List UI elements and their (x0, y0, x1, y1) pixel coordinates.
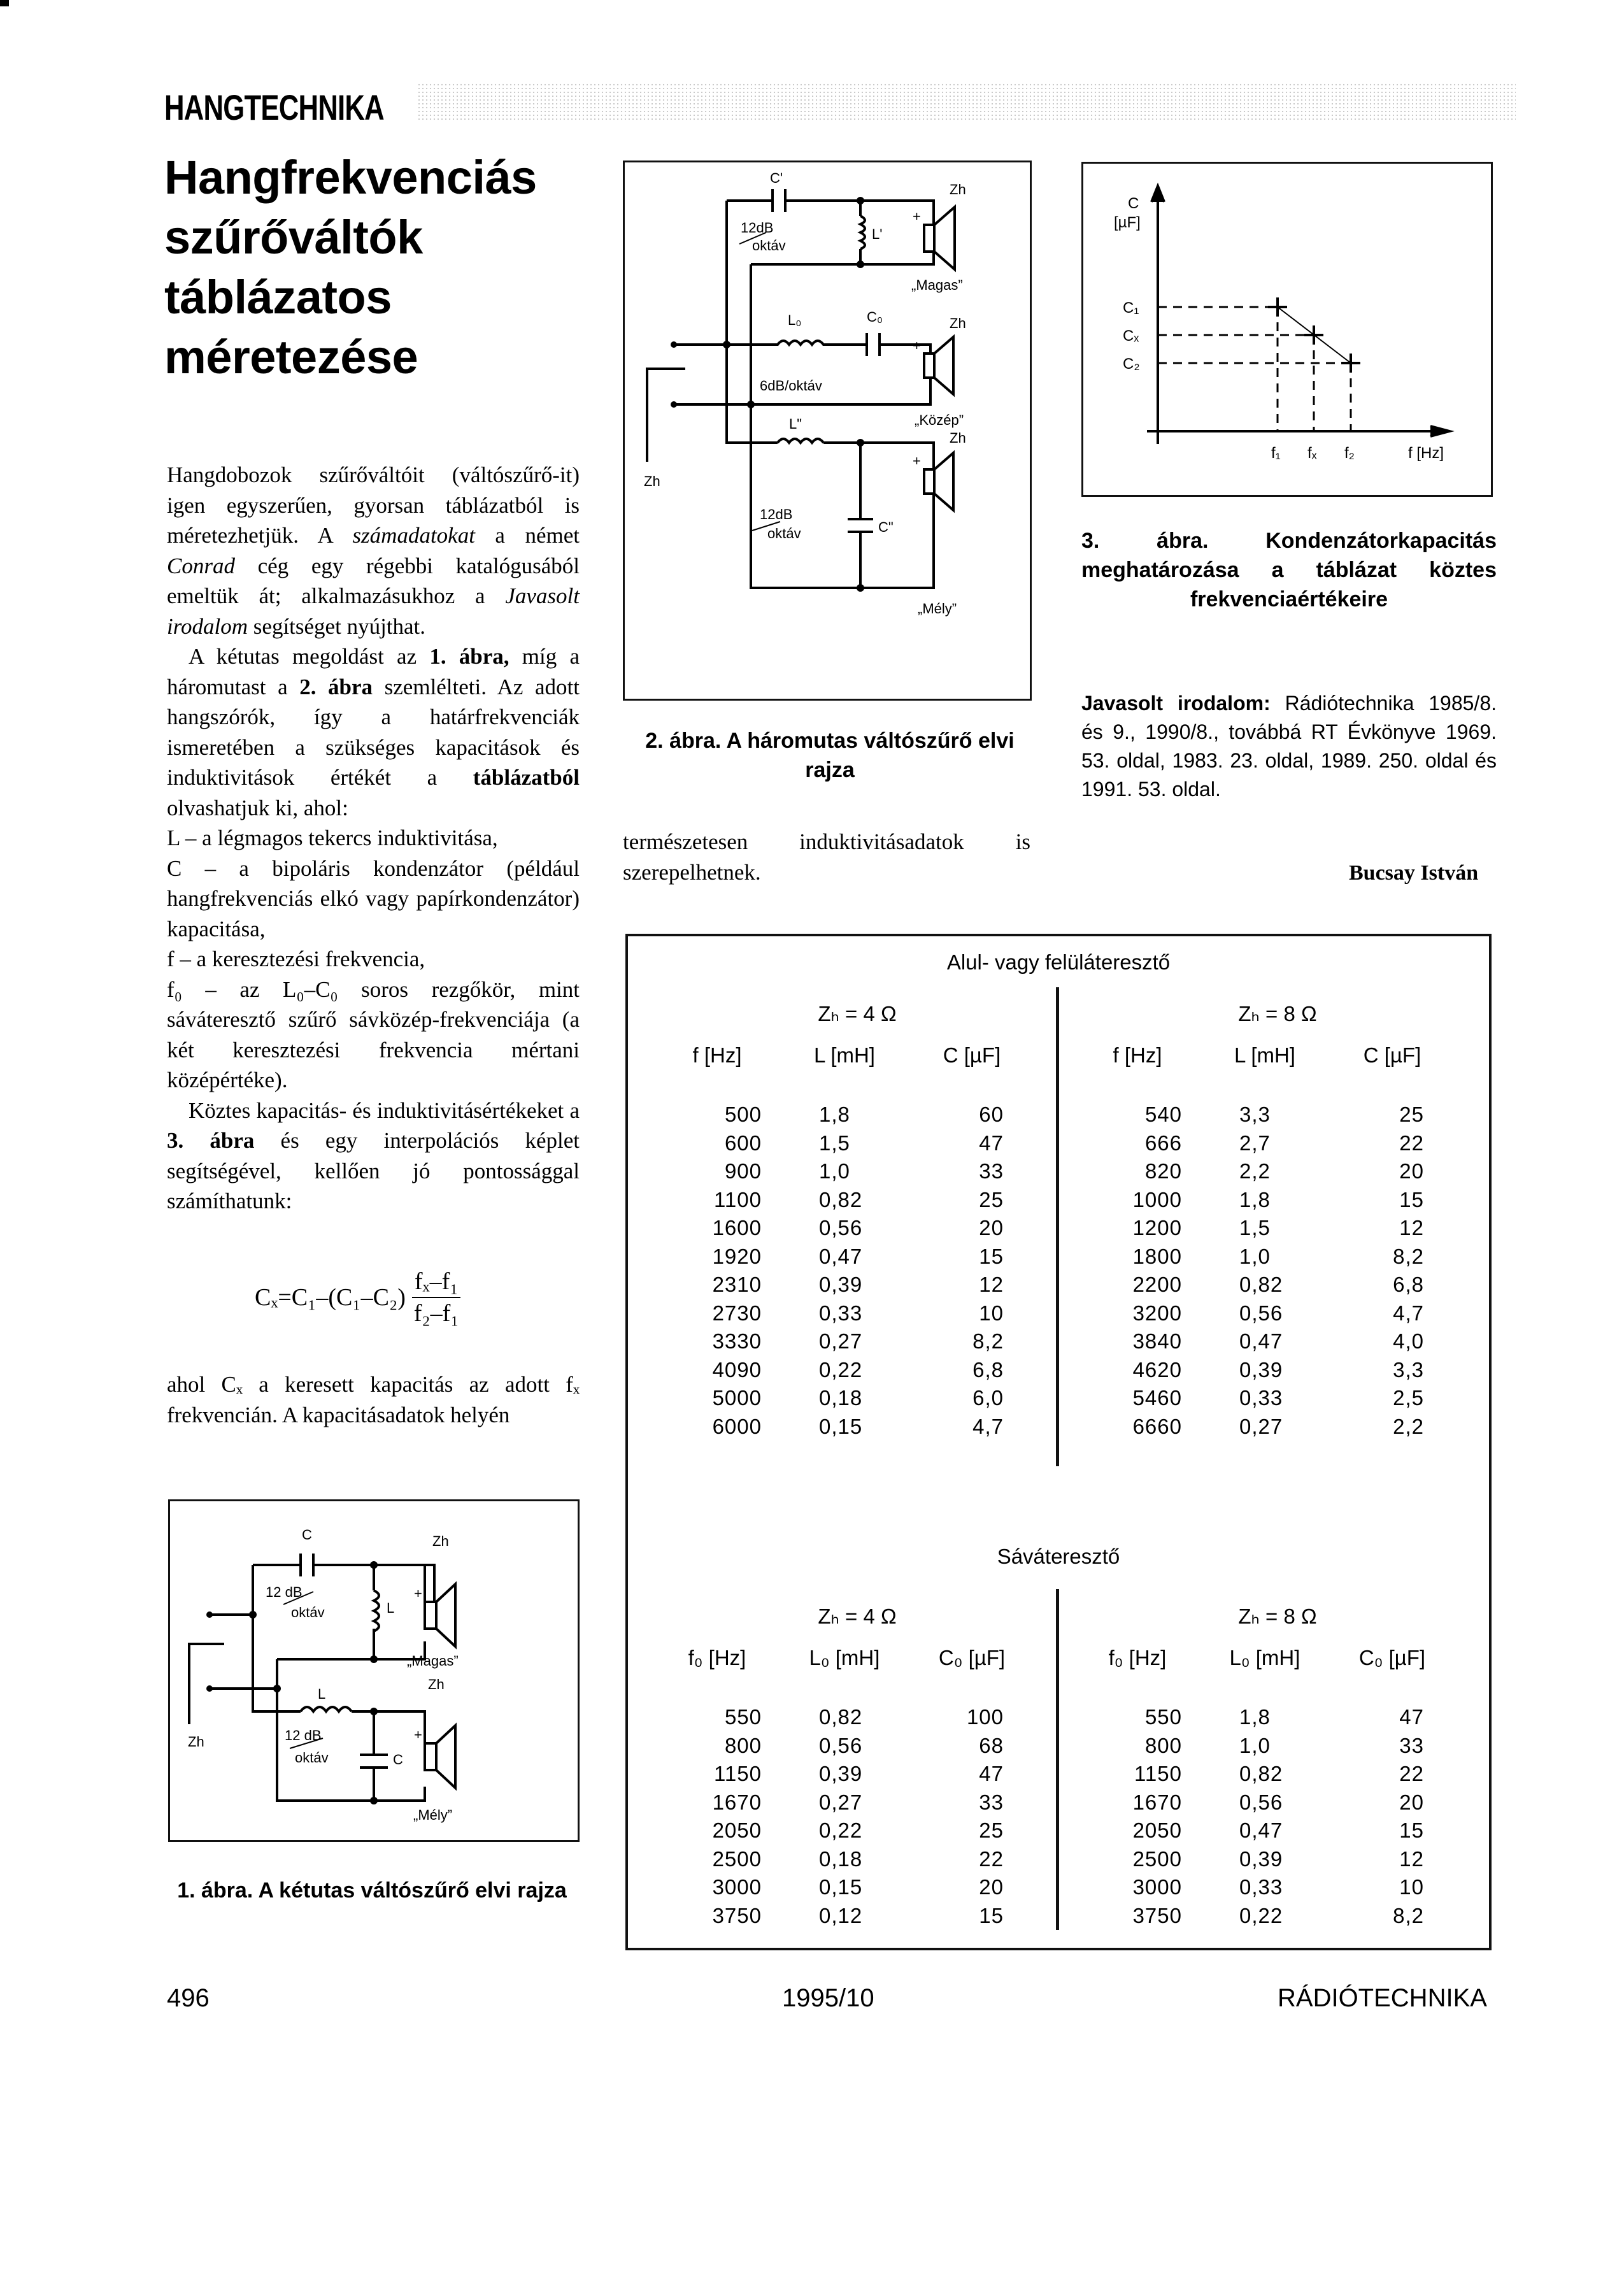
label-tweeter: „Magas” (407, 1653, 459, 1669)
table-bandpass-4ohm (653, 1597, 1061, 1930)
label-woofer: „Mély” (918, 601, 957, 617)
label-c: C (302, 1527, 312, 1543)
x-axis-label: f [Hz] (1408, 445, 1444, 462)
definition-l: L – a légmagos tekercs induktivitása, (167, 825, 498, 850)
header-capacitance: C [µF] (1363, 1043, 1421, 1067)
table-row (1074, 1157, 1481, 1186)
cell-capacitance: 3,3 (1393, 1357, 1424, 1382)
figure-ref: 3. ábra (167, 1128, 255, 1153)
cell-capacitance: 22 (1399, 1131, 1424, 1155)
cell-frequency: 1100 (714, 1187, 762, 1211)
table-section-title-band-pass: Sáváteresztő (997, 1545, 1120, 1568)
label-zh: Zh (950, 315, 966, 331)
references-text: Rádiótechnika 1985/8. és 9., 1990/8., továbbá RT Évkönyve 1969. 53. oldal, 1983. 23. oldal, 1989. 250. oldal és 1991. 53. oldal. (1081, 692, 1497, 801)
table-row (653, 1845, 1061, 1874)
table-section-title-lowhigh-pass: Alul- vagy felüláteresztő (946, 950, 1171, 974)
label-slope: 12dB (741, 220, 774, 236)
cell-capacitance: 10 (1399, 1875, 1424, 1899)
interpolation-chart (1083, 164, 1491, 495)
text-run: szemlélteti. Az adott hangszórók, így a határfrekvenciák ismeretében a szükséges kapacitások és induktivitások értékét a (167, 674, 580, 790)
cell-frequency: 2050 (1132, 1818, 1182, 1842)
table-row (653, 1214, 1061, 1243)
cell-inductance: 1,8 (1239, 1187, 1271, 1211)
header-inductance: L [mH] (814, 1043, 875, 1067)
label-l0: L₀ (788, 312, 802, 328)
label-c0: C₀ (867, 309, 883, 325)
title-line: méretezése (164, 331, 418, 383)
cell-capacitance: 6,8 (1393, 1273, 1424, 1296)
cell-capacitance: 22 (1399, 1762, 1424, 1785)
cell-frequency: 540 (1144, 1103, 1182, 1126)
formula-explanation: ahol Cₓ a keresett kapacitás az adott fₓ frekvencián. A kapacitásadatok helyén (167, 1372, 580, 1427)
cell-capacitance: 15 (979, 1903, 1004, 1927)
cell-inductance: 2,2 (1239, 1159, 1271, 1183)
cell-inductance: 3,3 (1239, 1103, 1271, 1126)
figure-ref: 1. ábra, (429, 644, 509, 669)
table-row (1074, 1873, 1481, 1902)
label-tweeter: „Magas” (911, 277, 963, 293)
table-row (1074, 1703, 1481, 1732)
y-axis-unit: [µF] (1114, 214, 1141, 231)
cell-frequency: 3330 (712, 1329, 762, 1353)
table-row (1074, 1101, 1481, 1129)
cell-capacitance: 2,2 (1393, 1414, 1424, 1438)
cell-frequency: 800 (1144, 1733, 1182, 1757)
text-run: cég egy régebbi katalógusából emeltük át; alkalmazásukhoz a (167, 553, 580, 608)
cell-frequency: 5460 (1132, 1386, 1182, 1410)
cell-frequency: 2200 (1132, 1273, 1182, 1296)
cell-frequency: 6660 (1132, 1414, 1182, 1438)
table-row (1074, 1384, 1481, 1413)
cell-capacitance: 47 (979, 1762, 1004, 1785)
table-row (1074, 1356, 1481, 1385)
label-slope-unit: oktáv (752, 238, 786, 254)
table-row (653, 1873, 1061, 1902)
label-polarity: + (414, 1727, 422, 1743)
cell-inductance: 0,56 (819, 1216, 863, 1239)
cell-capacitance: 4,7 (1393, 1301, 1424, 1325)
impedance-header: Zₕ = 8 Ω (1238, 1002, 1317, 1025)
circuit-diagram-two-way (170, 1501, 578, 1840)
label-polarity: + (913, 453, 921, 469)
title-line: táblázatos (164, 271, 392, 324)
cell-capacitance: 47 (979, 1131, 1004, 1155)
article-title (164, 148, 572, 387)
table-row (1074, 1243, 1481, 1271)
cell-inductance: 0,15 (819, 1875, 863, 1899)
cell-frequency: 900 (724, 1159, 762, 1183)
label-woofer: „Mély” (413, 1807, 453, 1823)
table-row (653, 1732, 1061, 1761)
cell-inductance: 0,22 (819, 1357, 863, 1382)
label-zh-input: Zh (644, 473, 660, 489)
header-frequency: f₀ [Hz] (688, 1646, 746, 1669)
cell-capacitance: 25 (1399, 1103, 1424, 1126)
cell-frequency: 5000 (712, 1386, 762, 1410)
formula-numerator: fₓ–f₁ (412, 1268, 461, 1298)
cell-capacitance: 20 (979, 1875, 1004, 1899)
cell-frequency: 1800 (1132, 1244, 1182, 1268)
table-row (653, 1271, 1061, 1299)
table-row (653, 1186, 1061, 1215)
impedance-header: Zₕ = 8 Ω (1238, 1604, 1317, 1628)
cell-frequency: 1920 (712, 1244, 762, 1268)
text-run: A kétutas megoldást az (189, 644, 430, 669)
cell-capacitance: 20 (1399, 1790, 1424, 1814)
cell-frequency: 3750 (1132, 1903, 1182, 1927)
label-slope-unit: oktáv (767, 525, 801, 541)
tick-cx: Cₓ (1123, 327, 1139, 345)
cell-frequency: 3000 (1132, 1875, 1182, 1899)
references (1081, 689, 1497, 804)
figure-1-two-way-crossover (168, 1499, 580, 1842)
cell-capacitance: 15 (979, 1244, 1004, 1268)
cell-capacitance: 15 (1399, 1818, 1424, 1842)
header-frequency: f₀ [Hz] (1108, 1646, 1167, 1669)
cell-inductance: 0,27 (819, 1790, 863, 1814)
cell-inductance: 0,82 (819, 1187, 863, 1211)
figure-3-interpolation-chart (1081, 162, 1493, 497)
table-row (653, 1101, 1061, 1129)
column-headers (1074, 1033, 1481, 1078)
continuation-paragraph: természetesen induktivitásadatok is szerepelhetnek. (623, 829, 1030, 885)
label-c-prime: C' (770, 170, 783, 186)
intro-paragraph (167, 460, 580, 641)
table-lowhigh-4ohm (653, 995, 1061, 1441)
cell-frequency: 1200 (1132, 1216, 1182, 1239)
table-row (653, 1902, 1061, 1931)
cell-frequency: 2730 (712, 1301, 762, 1325)
table-row (1074, 1845, 1481, 1874)
interpolation-paragraph (167, 1096, 580, 1217)
cell-capacitance: 33 (979, 1790, 1004, 1814)
formula-lhs: Cₓ=C₁–(C₁–C₂) (255, 1284, 406, 1311)
text-run: olvashatjuk ki, ahol: (167, 795, 348, 820)
cell-inductance: 0,82 (1239, 1762, 1283, 1785)
cell-frequency: 666 (1144, 1131, 1182, 1155)
cell-capacitance: 33 (979, 1159, 1004, 1183)
figure-ref: 2. ábra (299, 674, 373, 699)
label-zh: Zh (432, 1533, 449, 1549)
table-row (653, 1384, 1061, 1413)
cell-frequency: 3750 (712, 1903, 762, 1927)
cell-frequency: 1150 (714, 1762, 762, 1785)
formula-denominator: f₂–f₁ (413, 1300, 459, 1327)
definition-f0: f₀ – az L₀–C₀ soros rezgőkör, mint sáváteresztő szűrő sávközép-frekvenciája (a két keresztezési frekvencia mértani középértéke). (167, 976, 580, 1092)
cell-capacitance: 22 (979, 1847, 1004, 1871)
cell-inductance: 0,22 (819, 1818, 863, 1842)
article-body-middle (623, 827, 1030, 887)
y-axis-label: C (1128, 195, 1139, 212)
title-line: szűrőváltók (164, 211, 423, 264)
header-inductance: L₀ [mH] (809, 1646, 880, 1669)
header-inductance: L₀ [mH] (1229, 1646, 1300, 1669)
table-row (653, 1243, 1061, 1271)
tick-fx: fₓ (1307, 445, 1317, 462)
figure-3-caption: 3. ábra. Kondenzátorkapacitás meghatározása a táblázat köztes frekvenciaértékeire (1081, 529, 1497, 611)
cell-frequency: 1000 (1132, 1187, 1182, 1211)
title-line: Hangfrekvenciás (164, 151, 537, 204)
cell-inductance: 0,39 (1239, 1357, 1283, 1382)
cell-frequency: 1670 (712, 1790, 762, 1814)
tick-f2: f₂ (1344, 445, 1355, 462)
table-row (1074, 1271, 1481, 1299)
label-slope: 12 dB (266, 1584, 303, 1600)
table-ref: táblázatból (473, 765, 580, 790)
text-run: Köztes kapacitás- és induktivitásértékeket a (189, 1097, 580, 1123)
cell-capacitance: 12 (1399, 1216, 1424, 1239)
cell-frequency: 4620 (1132, 1357, 1182, 1382)
definition-f: f – a keresztezési frekvencia, (167, 946, 425, 971)
circuit-diagram-three-way (625, 162, 1030, 699)
text-run: segítséget nyújthat. (248, 613, 426, 639)
cell-inductance: 0,82 (1239, 1273, 1283, 1296)
cell-frequency: 1150 (1134, 1762, 1182, 1785)
table-bandpass-8ohm (1074, 1597, 1481, 1930)
scan-corner-mark (0, 0, 9, 6)
cell-inductance: 0,47 (1239, 1329, 1283, 1353)
label-slope-6db: 6dB/oktáv (760, 378, 822, 394)
magazine-name: RÁDIÓTECHNIKA (1278, 1984, 1487, 2012)
cell-inductance: 0,18 (819, 1386, 863, 1410)
table-row (653, 1703, 1061, 1732)
text-run: míg a háromutast a (167, 644, 580, 699)
cell-inductance: 0,47 (1239, 1818, 1283, 1842)
references-label: Javasolt irodalom: (1081, 692, 1271, 715)
cell-frequency: 550 (724, 1705, 762, 1729)
table-rows (653, 1703, 1061, 1930)
cell-inductance: 1,0 (1239, 1244, 1271, 1268)
cell-inductance: 0,39 (819, 1273, 863, 1296)
cell-inductance: 1,8 (1239, 1705, 1271, 1729)
cell-capacitance: 12 (979, 1273, 1004, 1296)
cell-capacitance: 8,2 (1393, 1244, 1424, 1268)
cell-frequency: 1670 (1132, 1790, 1182, 1814)
article-body-left (167, 460, 580, 1217)
cell-capacitance: 25 (979, 1818, 1004, 1842)
label-l-double-prime: L" (789, 416, 802, 432)
emphasis: számadatokat (352, 523, 475, 548)
table-row (653, 1760, 1061, 1789)
definition-c: C – a bipoláris kondenzátor (például hangfrekvenciás elkó vagy papírkondenzátor) kapacitása, (167, 855, 580, 941)
table-row (1074, 1214, 1481, 1243)
text-run: és egy interpolációs képlet segítségével, kellően jó pontossággal számíthatunk: (167, 1128, 580, 1213)
tick-c2: C₂ (1123, 355, 1140, 373)
label-l-bottom: L (318, 1686, 326, 1702)
label-polarity: + (913, 208, 921, 224)
cell-inductance: 0,22 (1239, 1903, 1283, 1927)
header-frequency: f [Hz] (1113, 1043, 1162, 1067)
cell-inductance: 0,39 (1239, 1847, 1283, 1871)
header-capacitance: C₀ [µF] (938, 1646, 1006, 1669)
table-row (1074, 1789, 1481, 1817)
cell-inductance: 0,33 (819, 1301, 863, 1325)
text-run: a német (474, 523, 580, 548)
cell-frequency: 3840 (1132, 1329, 1182, 1353)
impedance-header: Zₕ = 4 Ω (818, 1604, 897, 1628)
table-row (1074, 1760, 1481, 1789)
cell-inductance: 1,0 (1239, 1733, 1271, 1757)
cell-frequency: 820 (1144, 1159, 1182, 1183)
header-inductance: L [mH] (1234, 1043, 1295, 1067)
label-zh-input: Zh (188, 1734, 204, 1750)
header-capacitance: C [µF] (943, 1043, 1001, 1067)
cell-inductance: 0,27 (819, 1329, 863, 1353)
label-midrange: „Közép” (915, 412, 964, 428)
cell-inductance: 0,15 (819, 1414, 863, 1438)
table-rows (1074, 1101, 1481, 1441)
cell-inductance: 0,56 (819, 1733, 863, 1757)
cell-capacitance: 20 (1399, 1159, 1424, 1183)
cell-inductance: 0,82 (819, 1705, 863, 1729)
table-row (653, 1789, 1061, 1817)
label-slope-unit: oktáv (291, 1604, 325, 1620)
emphasis: Conrad (167, 553, 235, 578)
table-row (653, 1157, 1061, 1186)
cell-capacitance: 2,5 (1393, 1386, 1424, 1410)
cell-frequency: 800 (724, 1733, 762, 1757)
table-row (653, 1299, 1061, 1328)
cell-capacitance: 10 (979, 1301, 1004, 1325)
table-row (653, 1129, 1061, 1158)
page-number: 496 (167, 1984, 210, 2012)
emphasis: Javasolt irodalom (167, 583, 580, 639)
figure-2-caption: 2. ábra. A háromutas váltószűrő elvi rajza (645, 729, 1015, 782)
cell-inductance: 1,5 (819, 1131, 850, 1155)
cell-capacitance: 8,2 (972, 1329, 1004, 1353)
interpolation-formula (255, 1268, 460, 1327)
cell-frequency: 2500 (712, 1847, 762, 1871)
tick-f1: f₁ (1271, 445, 1281, 462)
cell-capacitance: 12 (1399, 1847, 1424, 1871)
table-row (1074, 1327, 1481, 1356)
table-row (653, 1356, 1061, 1385)
label-l-prime: L' (872, 226, 883, 242)
table-row (653, 1413, 1061, 1441)
figure-2-three-way-crossover (623, 161, 1032, 701)
cell-capacitance: 20 (979, 1216, 1004, 1239)
label-zh: Zh (428, 1676, 445, 1692)
cell-capacitance: 6,0 (972, 1386, 1004, 1410)
cell-frequency: 2500 (1132, 1847, 1182, 1871)
cell-frequency: 3200 (1132, 1301, 1182, 1325)
label-c-double-prime: C" (878, 519, 894, 535)
label-l: L (387, 1600, 395, 1616)
cell-inductance: 2,7 (1239, 1131, 1271, 1155)
table-row (1074, 1413, 1481, 1441)
cell-inductance: 0,18 (819, 1847, 863, 1871)
tick-c1: C₁ (1123, 299, 1139, 317)
cell-frequency: 2310 (712, 1273, 762, 1296)
cell-capacitance: 4,7 (972, 1414, 1004, 1438)
issue-number: 1995/10 (782, 1984, 874, 2012)
figure-1-caption: 1. ábra. A kétutas váltószűrő elvi rajza (177, 1878, 567, 1903)
cell-inductance: 0,33 (1239, 1386, 1283, 1410)
article-body-left-continued (167, 1369, 580, 1430)
header-halftone-band (417, 83, 1516, 120)
cell-frequency: 500 (724, 1103, 762, 1126)
cell-inductance: 1,0 (819, 1159, 850, 1183)
cell-capacitance: 6,8 (972, 1357, 1004, 1382)
cell-capacitance: 8,2 (1393, 1903, 1424, 1927)
cell-frequency: 550 (1144, 1705, 1182, 1729)
author-name: Bucsay István (1349, 861, 1479, 885)
label-c-bottom: C (393, 1752, 403, 1768)
cell-frequency: 600 (724, 1131, 762, 1155)
cell-capacitance: 25 (979, 1187, 1004, 1211)
label-slope: 12 dB (285, 1727, 322, 1743)
cell-inductance: 0,39 (819, 1762, 863, 1785)
impedance-header: Zₕ = 4 Ω (818, 1002, 897, 1025)
figures-paragraph (167, 641, 580, 823)
label-zh: Zh (950, 430, 966, 446)
cell-inductance: 0,47 (819, 1244, 863, 1268)
cell-inductance: 0,27 (1239, 1414, 1283, 1438)
column-headers (653, 1636, 1061, 1680)
formula-fraction (412, 1268, 461, 1327)
header-frequency: f [Hz] (692, 1043, 742, 1067)
text-run: Hangdobozok szűrőváltóit (váltószűrő-it) igen egyszerűen, gyorsan táblázatból is méretezhetjük. A (167, 462, 580, 548)
table-row (1074, 1902, 1481, 1931)
table-row (1074, 1186, 1481, 1215)
label-zh: Zh (950, 182, 966, 197)
cell-inductance: 1,8 (819, 1103, 850, 1126)
table-rows (653, 1101, 1061, 1441)
cell-frequency: 2050 (712, 1818, 762, 1842)
table-row (1074, 1129, 1481, 1158)
cell-inductance: 0,12 (819, 1903, 863, 1927)
label-polarity: + (913, 338, 921, 354)
cell-frequency: 6000 (712, 1414, 762, 1438)
table-rows (1074, 1703, 1481, 1930)
cell-frequency: 4090 (712, 1357, 762, 1382)
label-slope: 12dB (760, 506, 793, 522)
table-row (653, 1817, 1061, 1845)
table-row (653, 1327, 1061, 1356)
crossover-values-table (625, 934, 1492, 1950)
cell-frequency: 3000 (712, 1875, 762, 1899)
cell-capacitance: 68 (979, 1733, 1004, 1757)
header-capacitance: C₀ [µF] (1358, 1646, 1426, 1669)
table-lowhigh-8ohm (1074, 995, 1481, 1441)
cell-frequency: 1600 (712, 1216, 762, 1239)
cell-inductance: 0,33 (1239, 1875, 1283, 1899)
cell-capacitance: 15 (1399, 1187, 1424, 1211)
column-headers (1074, 1636, 1481, 1680)
column-headers (653, 1033, 1061, 1078)
cell-inductance: 0,56 (1239, 1790, 1283, 1814)
section-label: HANGTECHNIKA (164, 87, 384, 127)
cell-capacitance: 33 (1399, 1733, 1424, 1757)
table-row (1074, 1299, 1481, 1328)
cell-capacitance: 100 (966, 1705, 1004, 1729)
table-row (1074, 1817, 1481, 1845)
cell-capacitance: 60 (979, 1103, 1004, 1126)
cell-capacitance: 4,0 (1393, 1329, 1424, 1353)
cell-inductance: 1,5 (1239, 1216, 1271, 1239)
cell-inductance: 0,56 (1239, 1301, 1283, 1325)
cell-capacitance: 47 (1399, 1705, 1424, 1729)
label-polarity: + (414, 1585, 422, 1601)
table-row (1074, 1732, 1481, 1761)
label-slope-unit: oktáv (295, 1750, 329, 1766)
